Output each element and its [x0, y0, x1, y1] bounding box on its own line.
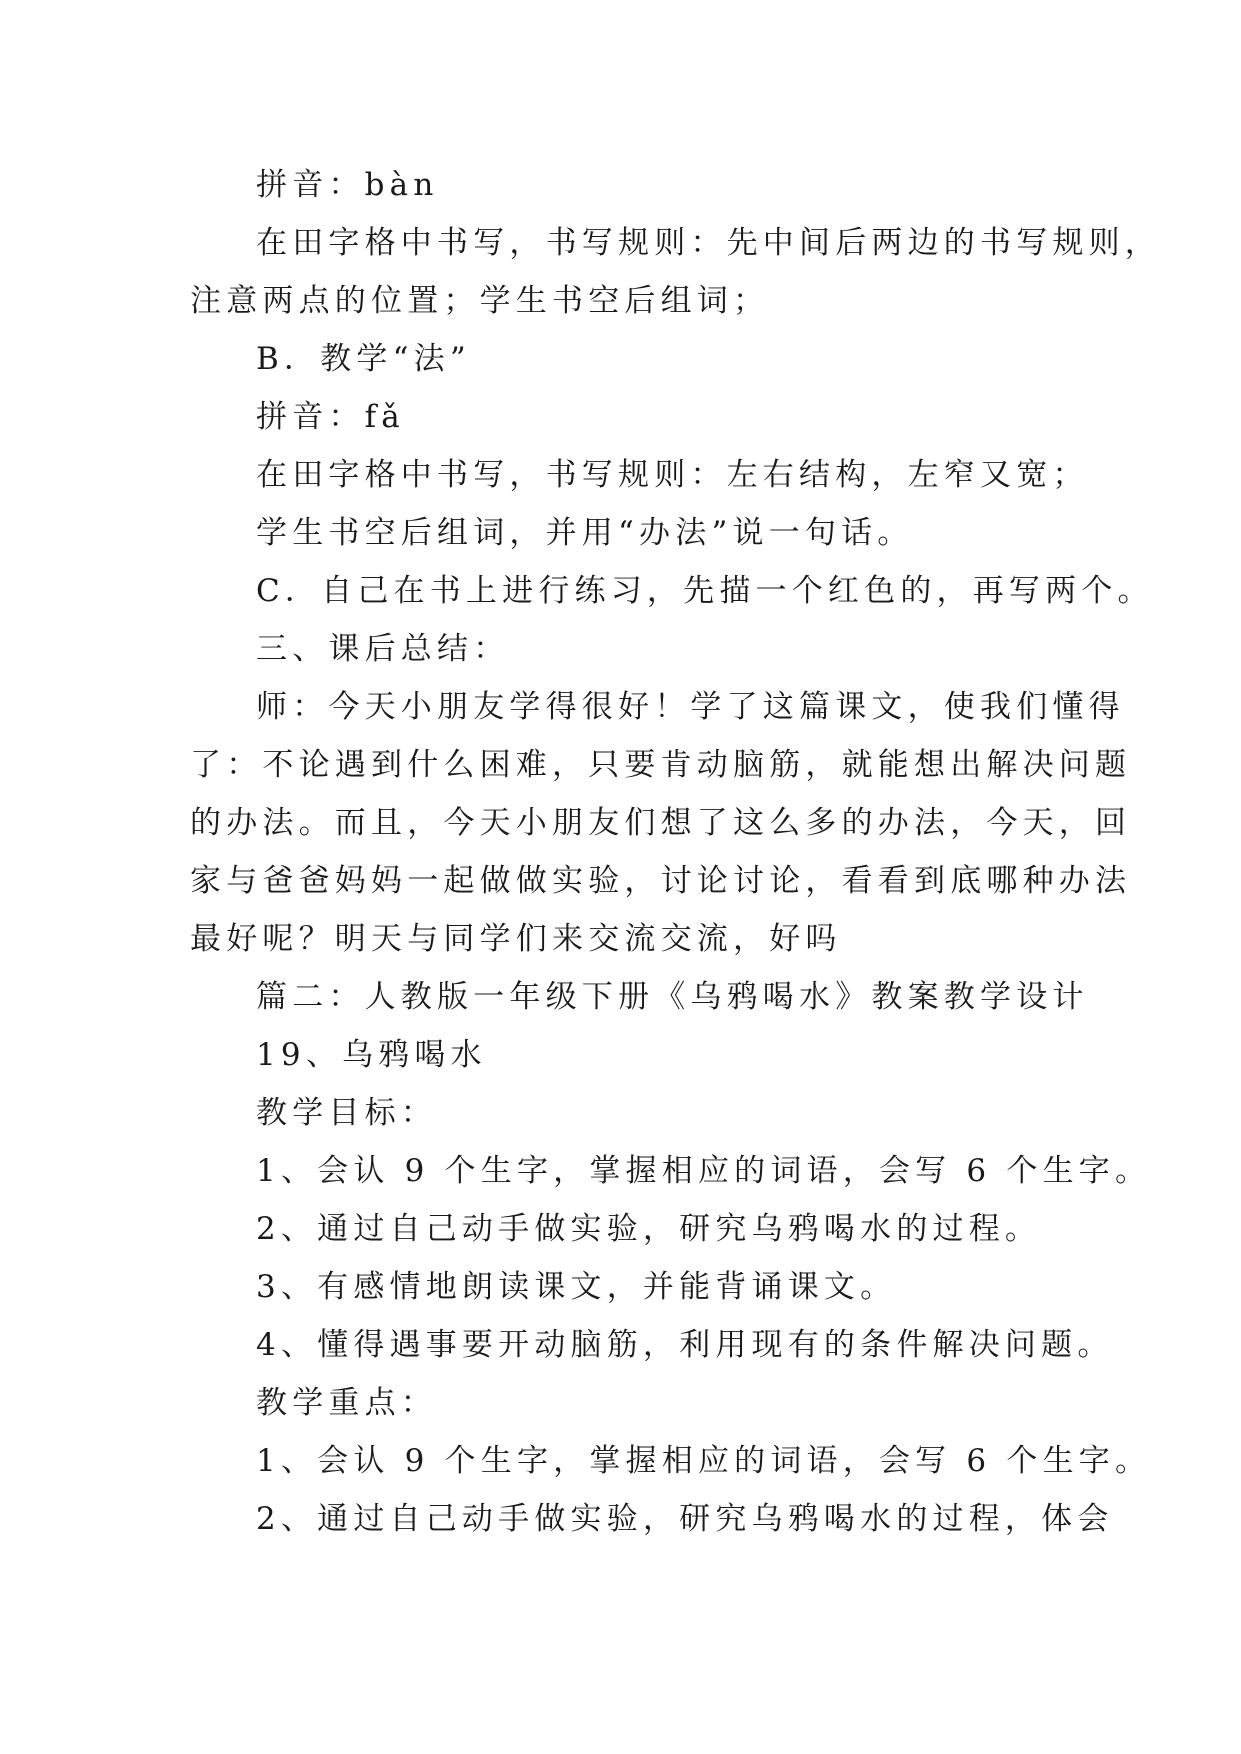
- list-item: 4、懂得遇事要开动脑筋，利用现有的条件解决问题。: [256, 1327, 1114, 1363]
- section-heading: 篇二：人教版一年级下册《乌鸦喝水》教案教学设计: [256, 979, 1089, 1015]
- section-heading: 教学重点：: [256, 1385, 437, 1421]
- text-line: 在田字格中书写，书写规则：先中间后两边的书写规则，: [256, 225, 1161, 261]
- list-item: 2、通过自己动手做实验，研究乌鸦喝水的过程。: [256, 1211, 1042, 1247]
- list-item: 3、有感情地朗读课文，并能背诵课文。: [256, 1269, 897, 1305]
- text-line: 了：不论遇到什么困难，只要肯动脑筋，就能想出解决问题: [190, 747, 1132, 783]
- text-line: 的办法。而且，今天小朋友们想了这么多的办法，今天，回: [190, 805, 1132, 841]
- text-line: 拼音：fǎ: [256, 399, 405, 435]
- text-line: 学生书空后组词，并用“办法”说一句话。: [256, 515, 914, 551]
- list-item: 1、会认 9 个生字，掌握相应的词语，会写 6 个生字。: [256, 1153, 1152, 1189]
- text-line: 在田字格中书写，书写规则：左右结构，左窄又宽；: [256, 457, 1089, 493]
- lesson-title: 19、乌鸦喝水: [256, 1037, 487, 1073]
- list-item: 1、会认 9 个生字，掌握相应的词语，会写 6 个生字。: [256, 1443, 1152, 1479]
- text-line: 拼音：bàn: [256, 167, 439, 203]
- text-line: 注意两点的位置；学生书空后组词；: [190, 283, 770, 319]
- text-line: 最好呢？明天与同学们来交流交流，好吗: [190, 921, 842, 957]
- section-heading: 三、课后总结：: [256, 631, 510, 667]
- text-line: B．教学“法”: [256, 341, 471, 377]
- text-line: C．自己在书上进行练习，先描一个红色的，再写两个。: [256, 573, 1154, 609]
- section-heading: 教学目标：: [256, 1095, 437, 1131]
- text-line: 师：今天小朋友学得很好！学了这篇课文，使我们懂得: [256, 689, 1125, 725]
- list-item: 2、通过自己动手做实验，研究乌鸦喝水的过程，体会: [256, 1501, 1114, 1537]
- text-line: 家与爸爸妈妈一起做做实验，讨论讨论，看看到底哪种办法: [190, 863, 1132, 899]
